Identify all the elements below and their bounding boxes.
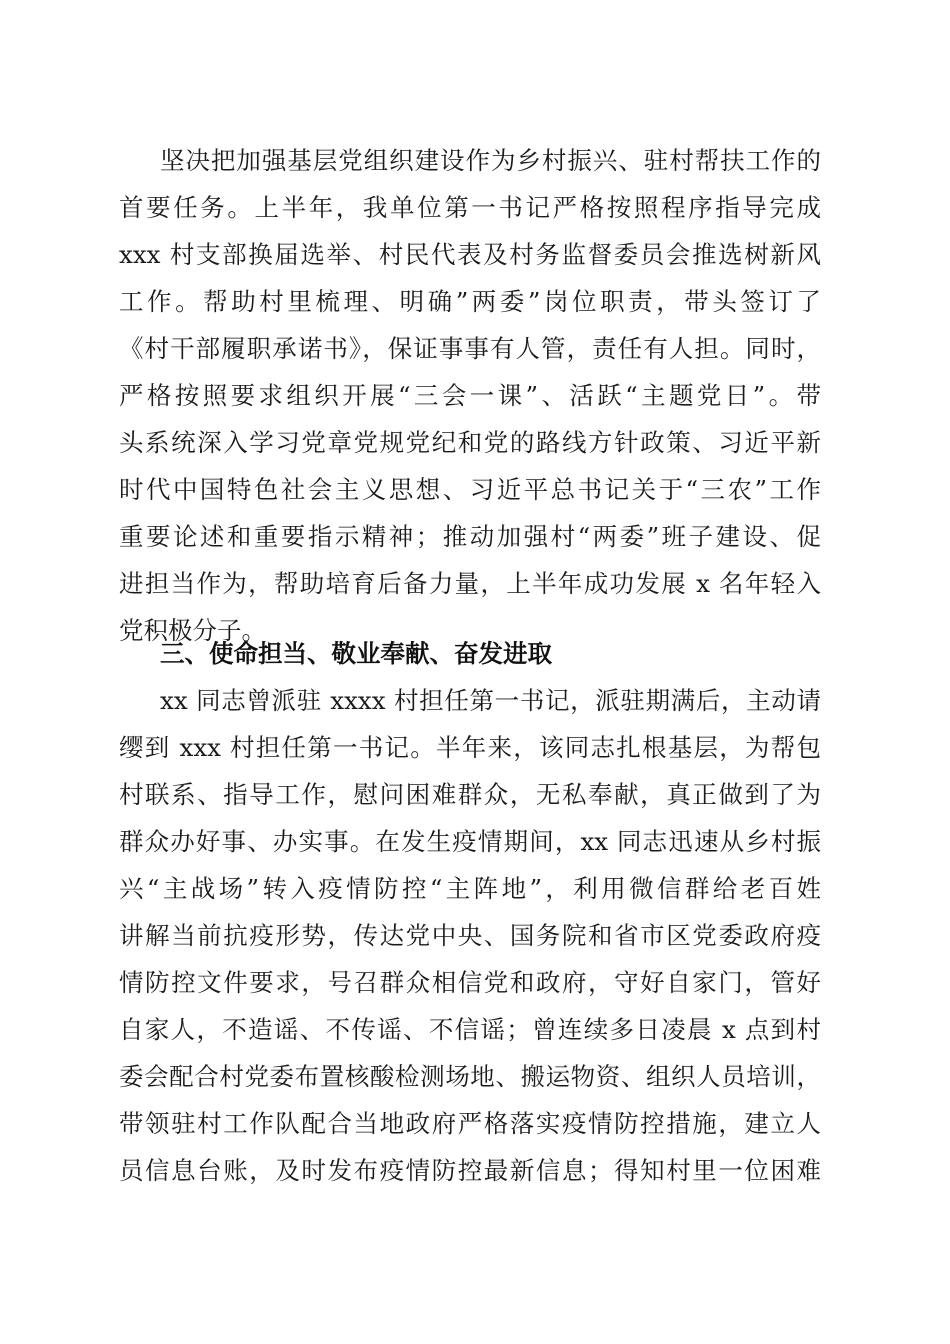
- paragraph-1-line-7: 头系统深入学习党章党规党纪和党的路线方针政策、习近平新: [119, 428, 821, 457]
- paragraph-1-line-8: 时代中国特色社会主义思想、习近平总书记关于“三农”工作: [119, 475, 821, 504]
- section-3-heading: 三、使命担当、敬业奉献、奋发进取: [160, 639, 552, 668]
- paragraph-1-line-11: 党积极分子。: [119, 616, 266, 645]
- paragraph-2-line-6: 讲解当前抗疫形势，传达党中央、国务院和省市区党委政府疫: [119, 921, 821, 950]
- paragraph-1-line-4: 工作。帮助村里梳理、明确”两委”岗位职责，带头签订了: [119, 287, 821, 316]
- paragraph-1-line-10: 进担当作为，帮助培育后备力量，上半年成功发展 x 名年轻入: [119, 569, 821, 598]
- paragraph-2-line-4: 群众办好事、办实事。在发生疫情期间，xx 同志迅速从乡村振: [119, 827, 821, 856]
- paragraph-2-line-2: 缨到 xxx 村担任第一书记。半年来，该同志扎根基层，为帮包: [119, 733, 821, 762]
- paragraph-2-line-9: 委会配合村党委布置核酸检测场地、搬运物资、组织人员培训，: [119, 1062, 821, 1091]
- paragraph-2-line-11: 员信息台账，及时发布疫情防控最新信息；得知村里一位困难: [119, 1156, 821, 1185]
- paragraph-1-line-9: 重要论述和重要指示精神；推动加强村“两委”班子建设、促: [119, 522, 821, 551]
- paragraph-1-line-5: 《村干部履职承诺书》，保证事事有人管，责任有人担。同时，: [119, 334, 821, 363]
- paragraph-1-line-1: 坚决把加强基层党组织建设作为乡村振兴、驻村帮扶工作的: [160, 146, 821, 175]
- paragraph-2-line-3: 村联系、指导工作，慰问困难群众，无私奉献，真正做到了为: [119, 780, 821, 809]
- paragraph-1-line-3: xxx 村支部换届选举、村民代表及村务监督委员会推选树新风: [119, 240, 821, 269]
- paragraph-2-line-10: 带领驻村工作队配合当地政府严格落实疫情防控措施，建立人: [119, 1109, 821, 1138]
- paragraph-2-line-8: 自家人，不造谣、不传谣、不信谣；曾连续多日凌晨 x 点到村: [119, 1015, 821, 1044]
- paragraph-1-line-6: 严格按照要求组织开展“三会一课”、活跃“主题党日”。带: [119, 381, 821, 410]
- paragraph-2-line-5: 兴“主战场”转入疫情防控“主阵地”，利用微信群给老百姓: [119, 874, 821, 903]
- paragraph-1-line-2: 首要任务。上半年，我单位第一书记严格按照程序指导完成: [119, 193, 821, 222]
- paragraph-2-line-7: 情防控文件要求，号召群众相信党和政府，守好自家门，管好: [119, 968, 821, 997]
- paragraph-2-line-1: xx 同志曾派驻 xxxx 村担任第一书记，派驻期满后，主动请: [160, 686, 821, 715]
